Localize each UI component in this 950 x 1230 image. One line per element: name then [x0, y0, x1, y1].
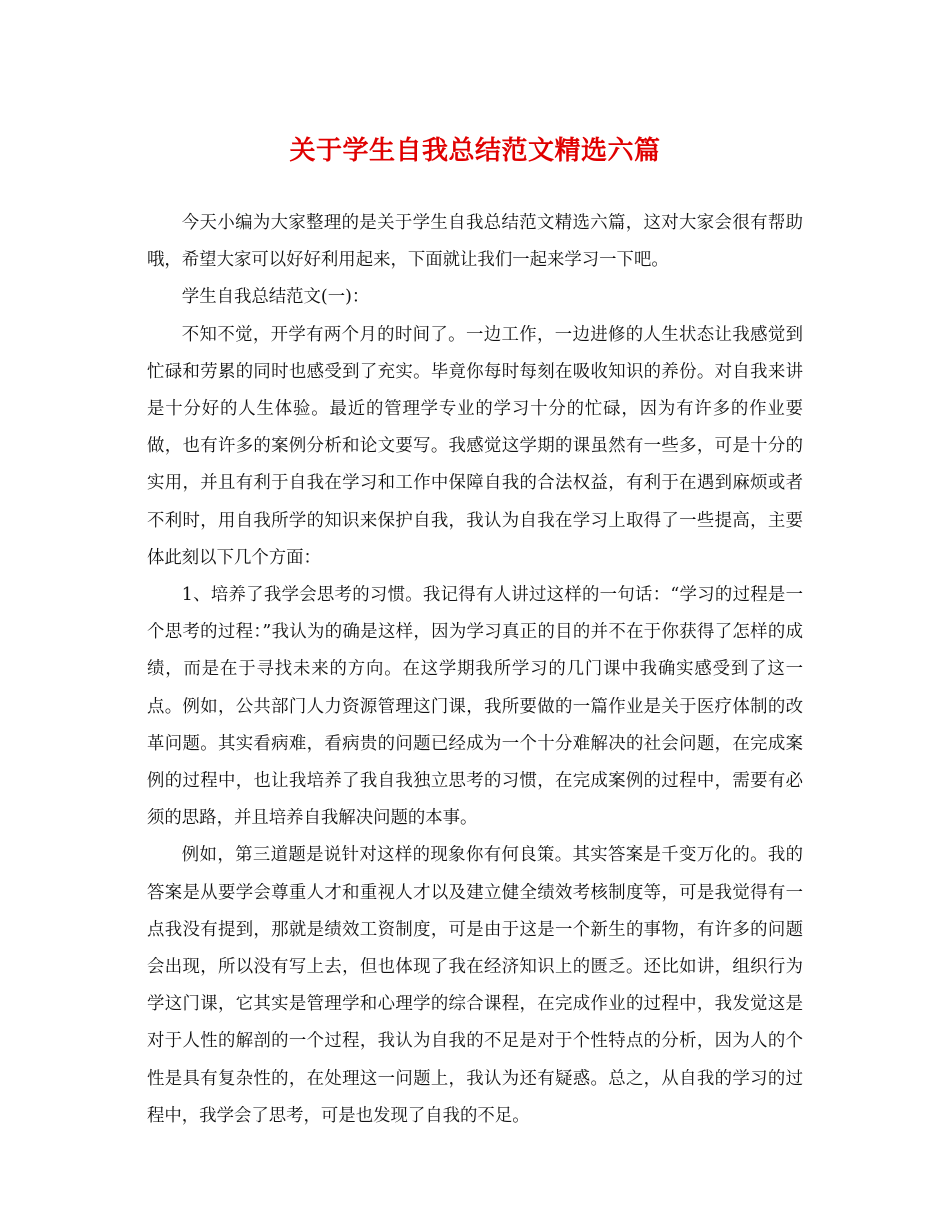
paragraph-section-heading: 学生自我总结范文(一)：	[181, 287, 370, 308]
document-title: 关于学生自我总结范文精选六篇	[289, 136, 661, 166]
paragraph-intro: 今天小编为大家整理的是关于学生自我总结范文精选六篇，这对大家会很有帮助哦，希望大家可以好好利用起来，下面就让我们一起来学习一下吧。	[147, 213, 803, 271]
document-body	[147, 205, 803, 1135]
paragraph-body-1: 不知不觉，开学有两个月的时间了。一边工作，一边进修的人生状态让我感觉到忙碌和劳累的同时也感受到了充实。毕竟你每时每刻在吸收知识的养份。对自我来讲是十分好的人生体验。最近的管理学专业的学习十分的忙碌，因为有许多的作业要做，也有许多的案例分析和论文要写。我感觉这学期的课虽然有一些多，可是十分的实用，并且有利于自我在学习和工作中保障自我的合法权益，有利于在遇到麻烦或者不利时，用自我所学的知识来保护自我，我认为自我在学习上取得了一些提高，主要体此刻以下几个方面：	[147, 324, 803, 568]
paragraph-body-3: 例如，第三道题是说针对这样的现象你有何良策。其实答案是千变万化的。我的答案是从要学会尊重人才和重视人才以及建立健全绩效考核制度等，可是我觉得有一点我没有提到，那就是绩效工资制度，可是由于这是一个新生的事物，有许多的问题会出现，所以没有写上去，但也体现了我在经济知识上的匮乏。还比如讲，组织行为学这门课，它其实是管理学和心理学的综合课程，在完成作业的过程中，我发觉这是对于人性的解剖的一个过程，我认为自我的不足是对于个性特点的分析，因为人的个性是具有复杂性的，在处理这一问题上，我认为还有疑惑。总之，从自我的学习的过程中，我学会了思考，可是也发现了自我的不足。	[147, 845, 803, 1126]
paragraph-body-2: 1、培养了我学会思考的习惯。我记得有人讲过这样的一句话：“学习的过程是一个思考的过程：”我认为的确是这样，因为学习真正的目的并不在于你获得了怎样的成绩，而是在于寻找未来的方向。在这学期我所学习的几门课中我确实感受到了这一点。例如，公共部门人力资源管理这门课，我所要做的一篇作业是关于医疗体制的改革问题。其实看病难，看病贵的问题已经成为一个十分难解决的社会问题，在完成案例的过程中，也让我培养了我自我独立思考的习惯，在完成案例的过程中，需要有必须的思路，并且培养自我解决问题的本事。	[147, 585, 803, 829]
